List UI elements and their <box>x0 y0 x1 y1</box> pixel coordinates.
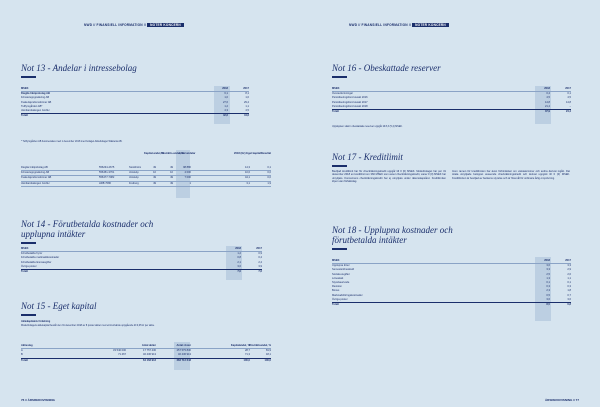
header-tag: NOTER KONCERN <box>412 23 449 27</box>
table-header: MSEK 2018 2017 <box>332 87 571 92</box>
page-footer: 76 // ÅRSREDOVISNING <box>21 398 56 402</box>
note15-table <box>21 344 271 363</box>
table-row: Marknadsföringskostnader 0,5 0,7 <box>332 293 571 297</box>
table-row: Upplupna löner 3,6 3,3 <box>332 264 571 268</box>
table-row: Löneskatt 1,3 1,1 <box>332 276 571 280</box>
table-header: Aktieslag Antal aktier Antal röster Kapitalandel, % Rösträttsandel, % <box>21 344 271 349</box>
note17-text-column-1: Beviljad kreditlimit har för checkräkningskredit uppgår till 0 (0) MSEK. Moderbolaget har per 31 december 2018 en kreditlimit om 360 MSEK som avser checkräkningskredit, varav 0 (0) MSEK har utnyttjats. Koncernens checkräkningskredit har ej utnyttjats under räkenskapsåret. Kreditlimiten löper utan förfallodag. <box>332 170 446 183</box>
title-underline <box>21 76 36 78</box>
note15-intro: Moderbolagets aktiekapital består den 31 december 2018 av 8 poster aktier med ett kvotvärde uppgående till 0,05 kr per aktie. <box>21 324 155 327</box>
table-row: Övriga poster 3,6 3,6 <box>332 297 571 301</box>
table-total: Totalt 7,0 7,6 <box>21 269 262 273</box>
table-total: Totalt 37,9 24,4 <box>332 109 571 113</box>
title-underline <box>21 314 36 316</box>
right-page <box>300 0 600 407</box>
table-row: Revision 0,3 0,3 <box>332 285 571 289</box>
table-row: Periodiseringsfond avsatt 2016 4,5 4,5 <box>332 96 571 100</box>
note17-title: Not 17 - Kreditlimit <box>332 152 403 162</box>
table-row: Styrelsearvode 0,1 0,1 <box>332 280 571 284</box>
page-header <box>349 23 449 27</box>
note15-title: Not 15 - Eget kapital <box>21 301 97 311</box>
note16-table <box>332 87 571 114</box>
title-underline <box>332 248 347 250</box>
table-row: Överavskrivningar 0,4 0,1 <box>332 92 571 96</box>
table-row: Periodiseringsfond avsatt 2017 14,8 14,8 <box>332 100 571 104</box>
note16-title: Not 16 - Obeskattade reserver <box>332 63 441 73</box>
table-row: Tullfyrsgården AB* 1,2 1,1 <box>21 104 249 108</box>
table-row: Semesterlöneskuld 3,3 2,9 <box>332 268 571 272</box>
note13-detail-table <box>21 152 271 187</box>
table-row: Dieglia Inköpsbolag AB 556234-4675 Stockholm 49 49 98 880 14,3 0,1 <box>21 166 271 171</box>
table-row: Förutbetalda hyror 1,2 0,9 <box>21 252 262 256</box>
note18-table <box>332 259 571 307</box>
header-section: NWD // FINANSIELL INFORMATION // <box>84 23 147 27</box>
table-row: Fönsteruppgradering AB 1,0 1,0 <box>21 96 249 100</box>
note13-summary-table <box>21 87 249 118</box>
table-total: Totalt 64 163 913 283 712 643 100,0 100,0 <box>21 358 271 362</box>
note14-title: Not 14 - Förutbetalda kostnader och upplupna intäkter <box>21 219 154 239</box>
header-section: NWD // FINANSIELL INFORMATION // <box>349 23 412 27</box>
note13-footnote: * Tullfyrsgården AB fusionerades med 1 december 2018 med bolaget Aktiebolaget Wästeria AB. <box>21 140 123 143</box>
table-row: Jämtlandsskogen GmbH HRB 7080 Freiburg 49 49 1 3,1 1,9 <box>21 182 271 187</box>
title-underline <box>332 165 347 167</box>
table-row: Förutbetalda licensavgifter 2,1 2,4 <box>21 260 262 264</box>
table-row: Bonus 2,3 1,8 <box>332 289 571 293</box>
table-total: Totalt 42,6 44,6 <box>21 114 249 118</box>
note13-title: Not 13 - Andelar i intressebolag <box>21 63 137 73</box>
note17-text-column-2: Inom ramen för kreditlimiten har även förbindelser om valutaterminer och andra derivat ingått. Det totala utnyttjade beloppet avseende checkräkningskredit och derivat uppgick till 0 (0) MSEK. Kreditlimiten är beviljad av bankens styrelse och är föremål för ordinarie årlig omprövning. <box>452 170 570 180</box>
table-header: MSEK 2018 2017 <box>21 247 262 252</box>
title-underline <box>21 242 36 244</box>
table-total: Totalt 8,5 6,8 <box>332 302 571 306</box>
table-header: Kapital-andel, % Rösträtts-andel, % Antal andelar 2018 (tkr) Eget kapital Resultat <box>144 152 271 155</box>
table-row: Periodiseringsfond avsatt 2018 21,4 – <box>332 104 571 108</box>
note15-subtitle: Aktiekapitalets fördelning <box>21 320 51 323</box>
table-row: Kvala Ejendomsformer AB 27,6 29,4 <box>21 100 249 104</box>
table-row: Dieglia Inköpsbolag AB 6,1 8,1 <box>21 92 249 96</box>
title-underline <box>332 76 347 78</box>
note18-title: Not 18 - Upplupna kostnader och förutbetalda intäkter <box>332 225 453 245</box>
page-header <box>84 23 184 27</box>
table-row: Sociala avgifter 2,5 2,6 <box>332 272 571 276</box>
table-header: MSEK 2018 2017 <box>332 259 571 264</box>
table-row: Fönsteruppgradering AB 556451-3761 Jönsköp 10 10 4 000 10,6 0,0 <box>21 171 271 176</box>
table-row: Förutbetalda marknadskostnader 0,8 0,4 <box>21 256 262 260</box>
table-row: B 71 467 46 436 913 46 436 913 71,3 18,1 <box>21 353 271 357</box>
table-row: Övriga poster 3,0 3,9 <box>21 264 262 268</box>
table-row: Kvala Ejendomsformer AB 556477-7082 Jönsköp 49 49 7 000 44,1 0,0 <box>21 176 271 181</box>
table-row: Jämtlandsskogen GmbH 4,3 4,5 <box>21 108 249 112</box>
header-tag: NOTER KONCERN <box>147 23 184 27</box>
table-row: A 33 540 000 17 757 430 257 575 830 28,7 81,9 <box>21 349 271 353</box>
page-footer: ÅRSREDOVISNING // 77 <box>544 398 579 402</box>
note16-footnote: Uppskjuten skatt i obeskattade reserver uppgår till 8,3 (5,4) MSEK. <box>332 125 403 128</box>
table-header: MSEK 2018 2017 <box>21 87 249 92</box>
note14-table <box>21 247 262 274</box>
